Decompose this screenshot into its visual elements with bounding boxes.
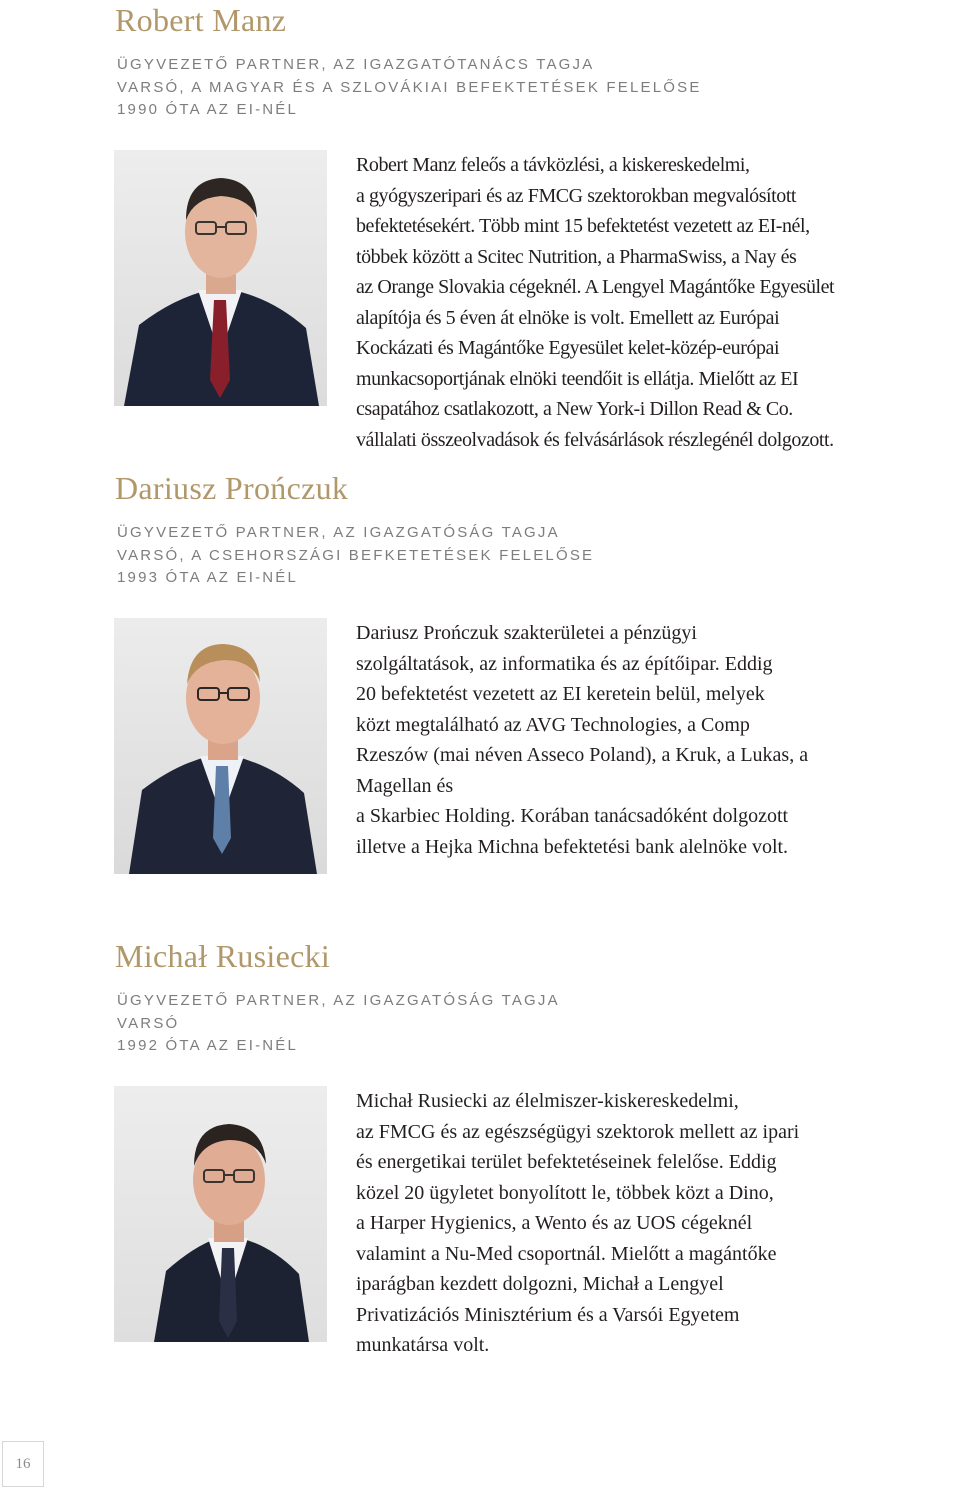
profile-roles [117, 990, 560, 1058]
profile-dariusz-pronczuk [0, 468, 960, 938]
profile-roles [117, 522, 594, 590]
page-number: 16 [2, 1441, 44, 1487]
profile-role-title: ÜGYVEZETŐ PARTNER, AZ IGAZGATÓTANÁCS TAGJA [117, 56, 595, 73]
profile-role-location: VARSÓ, A CSEHORSZÁGI BEFKETETÉSEK FELELŐSE [117, 546, 595, 564]
profile-name: Robert Manz [115, 2, 287, 38]
profile-role-since: 1990 ÓTA AZ EI-NÉL [117, 101, 299, 118]
profile-bio: Michał Rusiecki az élelmiszer-kiskereskedelmi, az FMCG és az egészségügyi szektorok mellett az ipari és energetikai terület befektetéseinek felelőse. Eddig közel 20 ügyletet bonyolított le, többek közt a Dino, a Harper Hygienics, a Wento és az UOS cégeknél valamint a Nu-Med csoportnál. Mielőtt a magántőke iparágban kezdett dolgozni, Michał a Lengyel Privatizációs Minisztérium és a Varsói Egyetem munkatársa volt. [356, 1090, 800, 1356]
profile-name: Dariusz Prończuk [115, 470, 349, 506]
profile-role-since: 1992 ÓTA AZ EI-NÉL [117, 1037, 299, 1054]
profile-role-title: ÜGYVEZETŐ PARTNER, AZ IGAZGATÓSÁG TAGJA [117, 524, 560, 541]
profile-roles [117, 54, 702, 122]
profile-bio: Dariusz Prończuk szakterületei a pénzügyi szolgáltatások, az informatika és az építőipar. Eddig 20 befektetést vezetett az EI keretein belül, melyek közt megtalálható az AVG Technologies, a Comp Rzeszów (mai néven Asseco Poland), a Kruk, a Lukas, a Magellan és a Skarbiec Holding. Korában tanácsadóként dolgozott illetve a Hejka Michna befektetési bank alelnöke volt. [356, 622, 809, 858]
portrait-photo [114, 150, 327, 406]
portrait-photo [114, 1086, 327, 1342]
profile-bio: Robert Manz feleős a távközlési, a kiskereskedelmi, a gyógyszeripari és az FMCG szektorokban megvalósított befektetésekért. Több mint 15 befektetést vezetett az EI-nél, többek között a Scitec Nutrition, a PharmaSwiss, a Nay és az Orange Slovakia cégeknél. A Lengyel Magántőke Egyesület alapítója és 5 éven át elnöke is volt. Emellett az Európai Kockázati és Magántőke Egyesület kelet-közép-európai munkacsoportjának elnöki teendőit is ellátja. Mielőtt az EI csapatához csatlakozott, a New York-i Dillon Read & Co. vállalati összeolvadások és felvásárlások részlegénél dolgozott. [356, 154, 835, 451]
profile-role-location: VARSÓ [117, 1014, 180, 1032]
profile-role-location: VARSÓ, A MAGYAR ÉS A SZLOVÁKIAI BEFEKTETÉSEK FELELŐSE [117, 78, 702, 96]
profile-role-title: ÜGYVEZETŐ PARTNER, AZ IGAZGATÓSÁG TAGJA [117, 992, 560, 1009]
profile-name: Michał Rusiecki [115, 938, 331, 974]
profile-michal-rusiecki [0, 936, 960, 1406]
profile-role-since: 1993 ÓTA AZ EI-NÉL [117, 569, 299, 586]
profile-robert-manz [0, 0, 960, 470]
portrait-photo [114, 618, 327, 874]
